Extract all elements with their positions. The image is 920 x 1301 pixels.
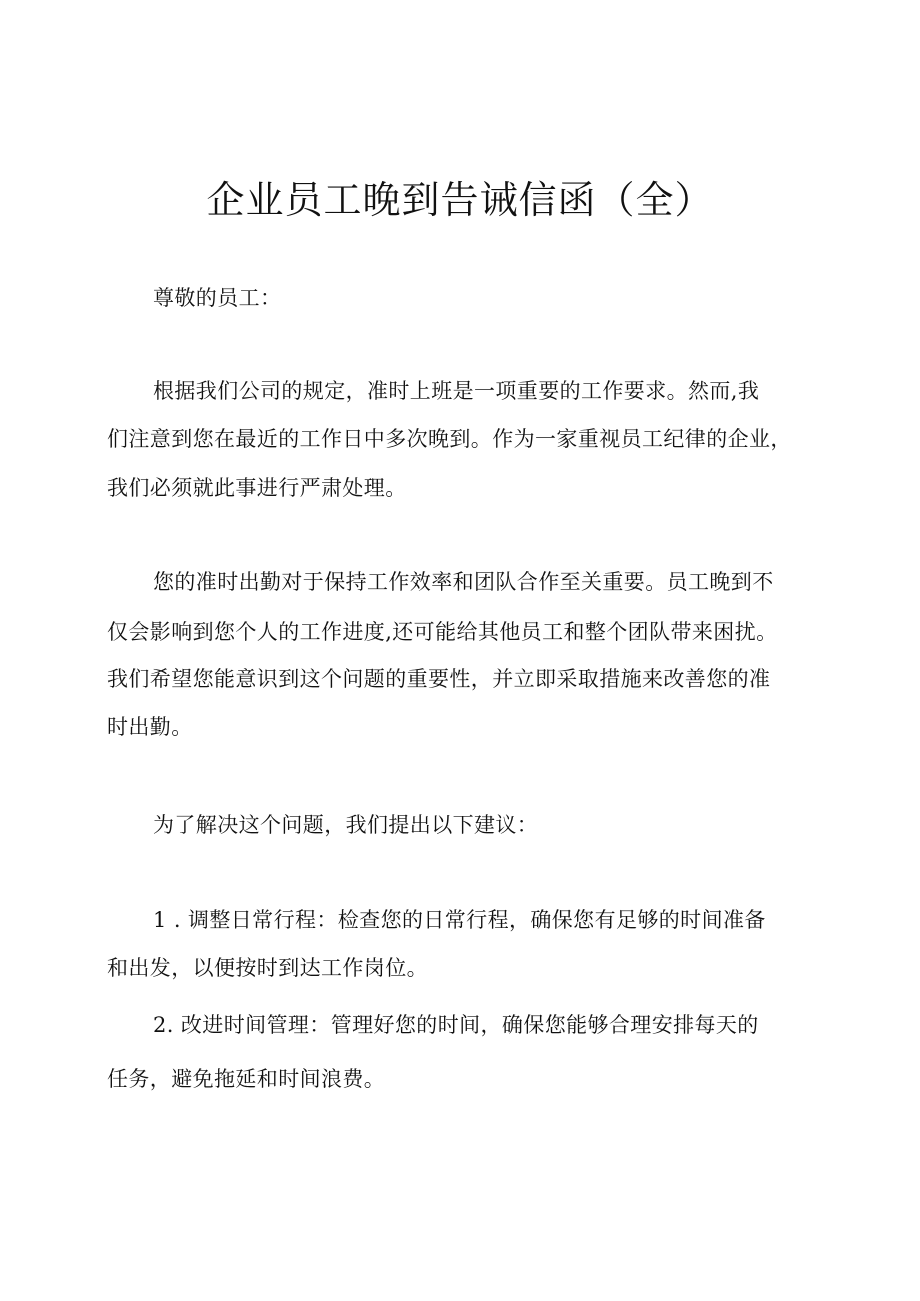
paragraph-2-line-1: 您的准时出勤对于保持工作效率和团队合作至关重要。员工晚到不 [153, 570, 774, 594]
paragraph-1-line-2: 们注意到您在最近的工作日中多次晚到。作为一家重视员工纪律的企业， [107, 427, 792, 451]
suggestion-2-line-2: 任务，避免拖延和时间浪费。 [107, 1067, 386, 1091]
salutation: 尊敬的员工： [153, 286, 282, 310]
paragraph-3-line-1: 为了解决这个问题，我们提出以下建议： [153, 813, 539, 837]
suggestion-2-line-1: 2. 改进时间管理：管理好您的时间，确保您能够合理安排每天的 [153, 1013, 759, 1037]
paragraph-1-line-3: 我们必须就此事进行严肃处理。 [107, 476, 407, 500]
document-title: 企业员工晚到告诫信函（全） [206, 178, 714, 222]
paragraph-2-line-2: 仅会影响到您个人的工作进度,还可能给其他员工和整个团队带来困扰。 [107, 620, 778, 644]
paragraph-2-line-3: 我们希望您能意识到这个问题的重要性，并立即采取措施来改善您的准 [107, 667, 771, 691]
suggestion-1-line-2: 和出发，以便按时到达工作岗位。 [107, 956, 428, 980]
paragraph-2-line-4: 时出勤。 [107, 715, 193, 739]
suggestion-1-line-1: 1 . 调整日常行程：检查您的日常行程，确保您有足够的时间准备 [153, 908, 766, 932]
paragraph-1-line-1: 根据我们公司的规定，准时上班是一项重要的工作要求。然而,我 [153, 379, 760, 403]
